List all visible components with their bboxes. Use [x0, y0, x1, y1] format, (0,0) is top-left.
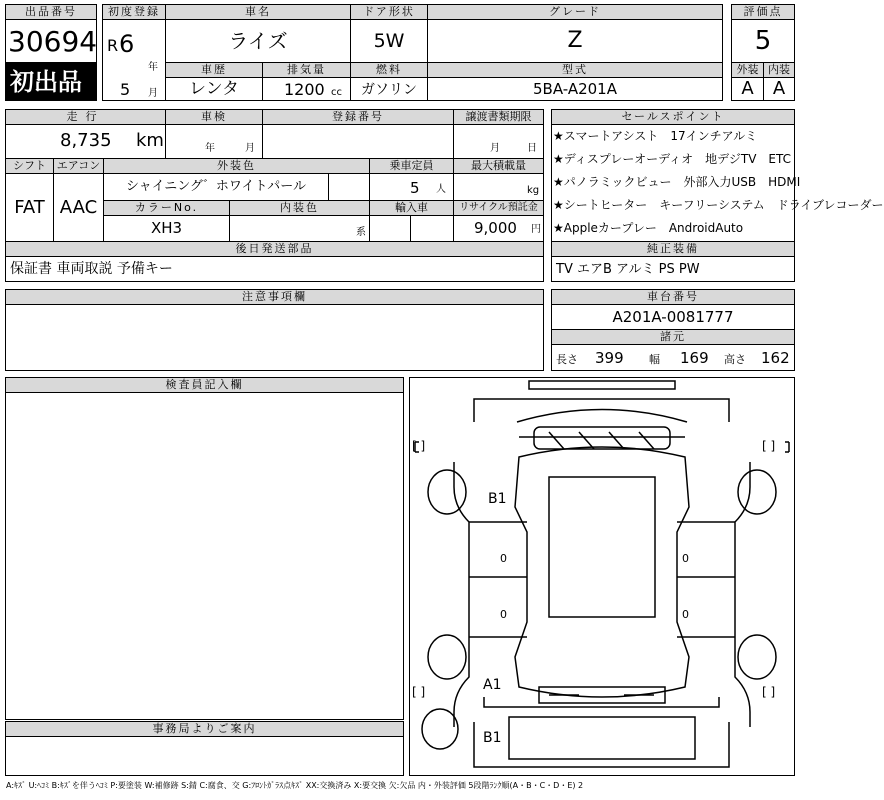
year-unit: 年 — [148, 62, 158, 73]
sales-point-item: ★ディスプレーオーディオ 地デジTV ETC — [553, 152, 792, 166]
length-label: 長さ — [556, 353, 578, 366]
first-listing-text: 初出品 — [10, 68, 82, 96]
specs-box — [551, 344, 795, 371]
history: レンタ — [189, 79, 239, 99]
zero-mark: 0 — [682, 552, 689, 565]
width: 169 — [680, 349, 709, 367]
interior-label: 内装 — [763, 62, 795, 78]
bracket-mark: [ ] — [412, 685, 426, 699]
interior-grade: A — [772, 78, 786, 99]
shift-label: シフト — [5, 158, 54, 174]
grade: Z — [567, 28, 583, 53]
transfer-day-unit: 日 — [527, 143, 537, 154]
zero-mark: 0 — [500, 608, 507, 621]
legend: A:ｷｽﾞ U:ﾍｺﾐ B:ｷｽﾞを伴うﾍｺﾐ P:要塗装 W:補修跡 S:錆 C:腐食、交 G:ﾌﾛﾝﾄｶﾞﾗｽ点ｷｽﾞ XX:交換済み X:要交換 欠:欠品 内・外装評価 5段階ﾗﾝｸ順(A・B・C・D・E) 2 — [6, 781, 584, 790]
reg-no-label: 登録番号 — [262, 109, 454, 125]
specs-label: 諸元 — [551, 329, 795, 345]
import-label: 輸入車 — [369, 200, 454, 216]
fuel-label: 燃料 — [350, 62, 428, 78]
score: 5 — [754, 26, 772, 56]
notes-box — [5, 304, 544, 371]
ext-color: シャイニング゛ホワイトパール — [125, 179, 307, 194]
import-box-2 — [410, 215, 454, 242]
door-label: ドア形状 — [350, 4, 428, 20]
model-code: 5BA-A201A — [532, 80, 617, 98]
displacement-label: 排気量 — [262, 62, 351, 78]
mileage: 8,735 — [60, 130, 112, 151]
fuel: ガソリン — [361, 82, 417, 98]
inspector-label: 検査員記入欄 — [5, 377, 404, 393]
sales-points-label: セールスポイント — [551, 109, 795, 125]
sales-point-item: ★Appleカープレー AndroidAuto — [553, 221, 744, 235]
ext-color-label: 外装色 — [103, 158, 370, 174]
later-parts-label: 後日発送部品 — [5, 241, 544, 257]
capacity-unit: 人 — [436, 184, 446, 195]
mileage-label: 走行 — [5, 109, 166, 125]
insp-year-unit: 年 — [205, 143, 215, 154]
bracket-mark: [ ] — [412, 439, 426, 453]
recycle: 9,000 — [474, 219, 517, 237]
sales-point-item: ★パノラミックビュー 外部入力USB HDMI — [553, 175, 801, 189]
exterior-label: 外装 — [731, 62, 764, 78]
chassis-label: 車台番号 — [551, 289, 795, 305]
capacity-label: 乗車定員 — [369, 158, 454, 174]
recycle-label: リサイクル預託金 — [453, 200, 544, 216]
insp-month-unit: 月 — [245, 143, 255, 154]
office-box — [5, 736, 404, 776]
height-label: 高さ — [724, 353, 746, 366]
lot-no: 30694 — [8, 25, 98, 58]
sales-point-item: ★スマートアシスト 17インチアルミ — [553, 129, 758, 143]
model-code-label: 型式 — [427, 62, 723, 78]
width-label: 幅 — [649, 353, 660, 366]
length: 399 — [595, 349, 624, 367]
damage-mark: B1 — [488, 491, 507, 507]
height: 162 — [761, 349, 790, 367]
standard-equipment-label: 純正装備 — [551, 241, 795, 257]
history-label: 車歴 — [165, 62, 263, 78]
car-diagram — [409, 377, 795, 776]
aircon: AAC — [59, 197, 98, 218]
chassis-number: A201A-0081777 — [612, 308, 734, 326]
recycle-unit: 円 — [531, 224, 541, 235]
grade-label: グレード — [427, 4, 723, 20]
office-label: 事務局よりご案内 — [5, 721, 404, 737]
shift: FAT — [14, 197, 45, 218]
month-unit: 月 — [148, 88, 158, 99]
damage-mark: A1 — [483, 677, 502, 693]
displacement: 1200 — [284, 80, 325, 99]
standard-equipment: TV エアB アルミ PS PW — [556, 262, 700, 277]
first-reg-label: 初度登録 — [102, 4, 166, 20]
int-color-box — [229, 215, 370, 242]
reg-month: 5 — [120, 80, 131, 99]
notes-label: 注意事項欄 — [5, 289, 544, 305]
sales-point-item: ★シートヒーター キーフリーシステム ドライブレコーダー — [553, 198, 884, 212]
mileage-unit: km — [136, 130, 164, 151]
door: 5W — [373, 30, 405, 52]
era-letter: R — [107, 36, 119, 55]
import-box — [369, 215, 411, 242]
inspector-box — [5, 392, 404, 720]
color-no: XH3 — [150, 219, 183, 237]
int-color-unit: 系 — [356, 227, 366, 238]
score-label: 評価点 — [731, 4, 795, 20]
max-load-unit: kg — [527, 185, 540, 196]
later-parts: 保証書 車両取説 予備キー — [10, 261, 173, 277]
ext-color-extra-box — [328, 173, 370, 201]
car-name: ライズ — [228, 29, 288, 53]
int-color-label: 内装色 — [229, 200, 370, 216]
zero-mark: 0 — [682, 608, 689, 621]
reg-year: 6 — [119, 30, 135, 58]
damage-mark: B1 — [483, 730, 502, 746]
bracket-mark: [ ] — [762, 685, 776, 699]
car-name-label: 車名 — [165, 4, 351, 20]
displacement-unit: cc — [331, 87, 342, 98]
lot-no-label: 出品番号 — [5, 4, 97, 20]
zero-mark: 0 — [500, 552, 507, 565]
transfer-month-unit: 月 — [490, 143, 500, 154]
reg-no-box — [262, 124, 454, 159]
transfer-label: 譲渡書類期限 — [453, 109, 544, 125]
exterior-grade: A — [741, 78, 754, 99]
capacity: 5 — [410, 179, 420, 197]
color-no-label: カラーNo. — [103, 200, 230, 216]
aircon-label: エアコン — [53, 158, 104, 174]
bracket-mark: [ ] — [762, 439, 776, 453]
max-load-label: 最大積載量 — [453, 158, 544, 174]
inspection-label: 車検 — [165, 109, 263, 125]
